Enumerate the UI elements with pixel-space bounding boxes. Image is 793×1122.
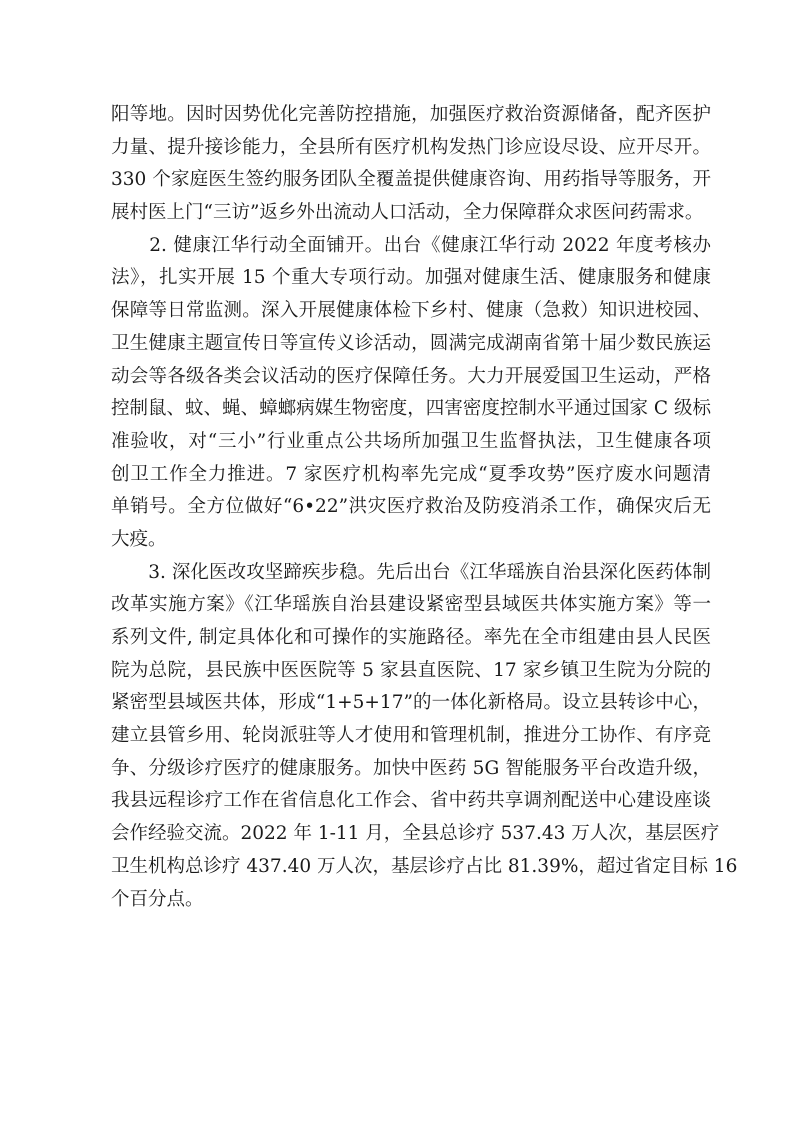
text-line: 准验收，对“三小”行业重点公共场所加强卫生监督执法，卫生健康各项 — [111, 430, 711, 452]
text-line: 个百分点。 — [111, 888, 204, 910]
body-text — [111, 99, 738, 916]
text-line: 院为总院，县民族中医医院等 5 家县直医院、17 家乡镇卫生院为分院的 — [111, 659, 711, 681]
text-line: 卫生健康主题宣传日等宣传义诊活动，圆满完成湖南省第十届少数民族运 — [111, 332, 711, 354]
text-line: 大疫。 — [111, 528, 167, 550]
text-line: 力量、提升接诊能力，全县所有医疗机构发热门诊应设尽设、应开尽开。 — [111, 136, 711, 158]
text-line: 330 个家庭医生签约服务团队全覆盖提供健康咨询、用药指导等服务，开 — [111, 169, 711, 191]
text-line: 建立县管乡用、轮岗派驻等人才使用和管理机制，推进分工协作、有序竞 — [111, 725, 711, 747]
text-line: 会作经验交流。2022 年 1-11 月，全县总诊疗 537.43 万人次，基层医疗 — [111, 823, 720, 845]
text-line: 阳等地。因时因势优化完善防控措施，加强医疗救治资源储备，配齐医护 — [111, 104, 711, 125]
text-line: 争、分级诊疗医疗的健康服务。加快中医药 5G 智能服务平台改造升级， — [111, 757, 711, 779]
text-line: 卫生机构总诊疗 437.40 万人次，基层诊疗占比 81.39%，超过省定目标 16 — [111, 855, 738, 877]
text-line: 动会等各级各类会议活动的医疗保障任务。大力开展爱国卫生运动，严格 — [111, 365, 711, 387]
text-line: 创卫工作全力推进。7 家医疗机构率先完成“夏季攻势”医疗废水问题清 — [111, 463, 711, 485]
section-2-heading-line: 2. 健康江华行动全面铺开。出台《健康江华行动 2022 年度考核办 — [111, 234, 711, 256]
text-line: 改革实施方案》《江华瑶族自治县建设紧密型县域医共体实施方案》等一 — [111, 594, 711, 616]
text-line: 我县远程诊疗工作在省信息化工作会、省中药共享调剂配送中心建设座谈 — [111, 790, 711, 812]
text-line: 系列文件, 制定具体化和可操作的实施路径。率先在全市组建由县人民医 — [111, 627, 711, 648]
section-3-heading-line: 3. 深化医改攻坚蹄疾步稳。先后出台《江华瑶族自治县深化医药体制 — [111, 561, 711, 583]
text-line: 单销号。全方位做好“6•22”洪灾医疗救治及防疫消杀工作，确保灾后无 — [111, 496, 711, 518]
text-line: 紧密型县域医共体，形成“1+5+17”的一体化新格局。设立县转诊中心， — [111, 692, 711, 714]
text-line: 保障等日常监测。深入开展健康体检下乡村、健康（急救）知识进校园、 — [111, 300, 711, 322]
text-line: 展村医上门“三访”返乡外出流动人口活动，全力保障群众求医问药需求。 — [111, 202, 704, 224]
text-line: 法》，扎实开展 15 个重大专项行动。加强对健康生活、健康服务和健康 — [111, 267, 711, 289]
text-line: 控制鼠、蚊、蝇、蟑螂病媒生物密度，四害密度控制水平通过国家 C 级标 — [111, 398, 711, 420]
